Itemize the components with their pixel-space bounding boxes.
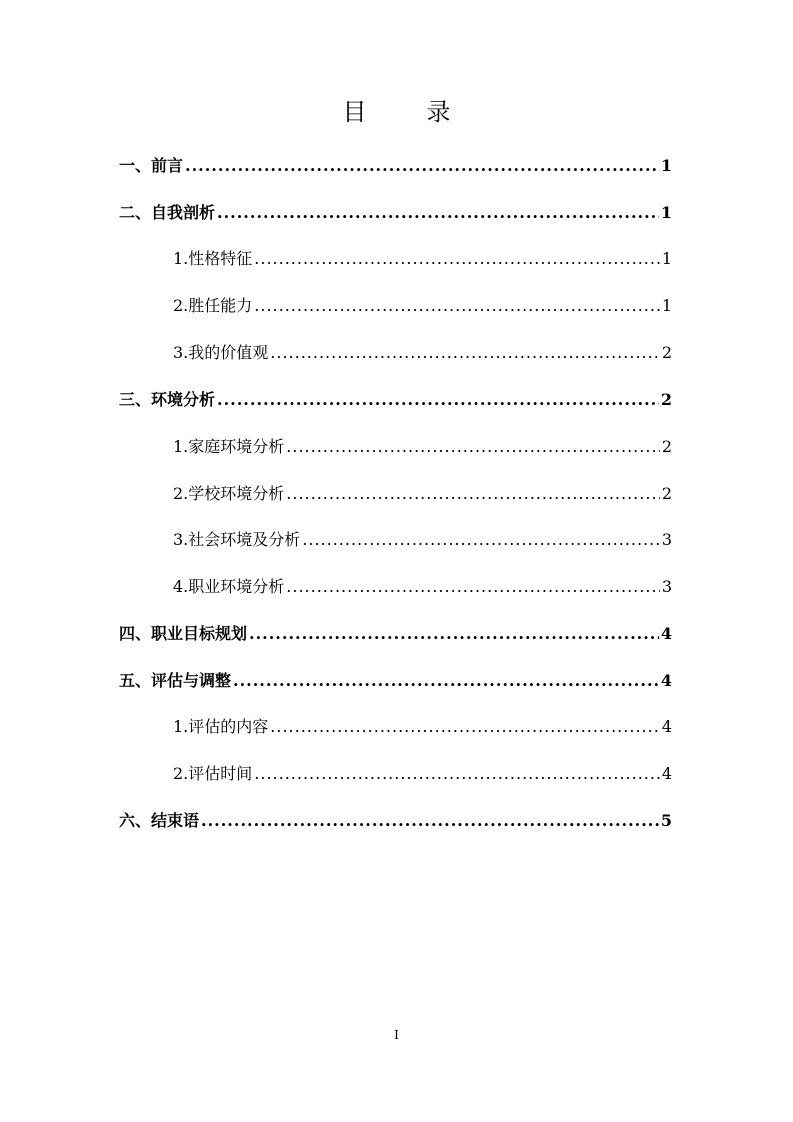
toc-entry-evaluation-adjustment[interactable] — [119, 669, 672, 693]
toc-entry-self-analysis[interactable] — [119, 201, 672, 225]
toc-entry-label: 3.社会环境及分析 — [173, 530, 301, 549]
toc-entry-family-environment[interactable] — [173, 435, 672, 459]
toc-entry-label: 2.胜任能力 — [173, 296, 253, 315]
toc-entry-page: 4 — [660, 671, 672, 690]
toc-entry-page: 4 — [661, 717, 672, 736]
dot-leader — [254, 294, 660, 318]
toc-entry-page: 2 — [661, 343, 672, 362]
toc-entry-page: 2 — [661, 437, 672, 456]
toc-entry-page: 1 — [660, 203, 672, 222]
dot-leader — [249, 622, 659, 646]
dot-leader — [302, 528, 660, 552]
dot-leader — [286, 575, 660, 599]
dot-leader — [270, 341, 660, 365]
toc-entry-career-environment[interactable] — [173, 575, 672, 599]
toc-entry-label: 2.学校环境分析 — [173, 484, 285, 503]
dot-leader — [201, 809, 659, 833]
dot-leader — [217, 388, 659, 412]
toc-entry-page: 1 — [661, 296, 672, 315]
dot-leader — [254, 762, 660, 786]
toc-title: 目 录 — [342, 98, 469, 126]
toc-entry-evaluation-content[interactable] — [173, 715, 672, 739]
toc-entry-page: 1 — [661, 249, 672, 268]
toc-entry-label: 3.我的价值观 — [173, 343, 269, 362]
page-number: I — [394, 1028, 399, 1042]
toc-entry-page: 4 — [661, 764, 672, 783]
toc-entry-page: 3 — [661, 577, 672, 596]
toc-entry-preface[interactable] — [119, 154, 672, 178]
toc-entry-page: 5 — [660, 811, 672, 830]
toc-entry-label: 2.评估时间 — [173, 764, 253, 783]
dot-leader — [185, 154, 659, 178]
dot-leader — [233, 669, 659, 693]
toc-entry-school-environment[interactable] — [173, 482, 672, 506]
toc-entry-label: 一、前言 — [119, 156, 184, 175]
toc-entry-competence[interactable] — [173, 294, 672, 318]
toc-entry-environment-analysis[interactable] — [119, 388, 672, 412]
toc-entry-page: 2 — [661, 484, 672, 503]
dot-leader — [254, 247, 660, 271]
toc-entry-label: 六、结束语 — [119, 811, 200, 830]
toc-entry-career-goal-planning[interactable] — [119, 622, 672, 646]
dot-leader — [217, 201, 659, 225]
toc-entry-label: 1.评估的内容 — [173, 717, 269, 736]
dot-leader — [286, 482, 660, 506]
toc-entry-label: 三、环境分析 — [119, 390, 216, 409]
toc-entry-label: 五、评估与调整 — [119, 671, 232, 690]
toc-entry-page: 1 — [660, 156, 672, 175]
toc-entry-page: 3 — [661, 530, 672, 549]
toc-entry-evaluation-time[interactable] — [173, 762, 672, 786]
toc-entry-page: 4 — [660, 624, 672, 643]
toc-entry-values[interactable] — [173, 341, 672, 365]
dot-leader — [286, 435, 660, 459]
toc-entry-label: 二、自我剖析 — [119, 203, 216, 222]
toc-entry-label: 四、职业目标规划 — [119, 624, 248, 643]
toc-entry-label: 1.性格特征 — [173, 249, 253, 268]
toc-entry-social-environment[interactable] — [173, 528, 672, 552]
dot-leader — [270, 715, 660, 739]
toc-entry-conclusion[interactable] — [119, 809, 672, 833]
toc-entry-label: 1.家庭环境分析 — [173, 437, 285, 456]
toc-entry-page: 2 — [660, 390, 672, 409]
toc-entry-label: 4.职业环境分析 — [173, 577, 285, 596]
toc-entry-personality[interactable] — [173, 247, 672, 271]
